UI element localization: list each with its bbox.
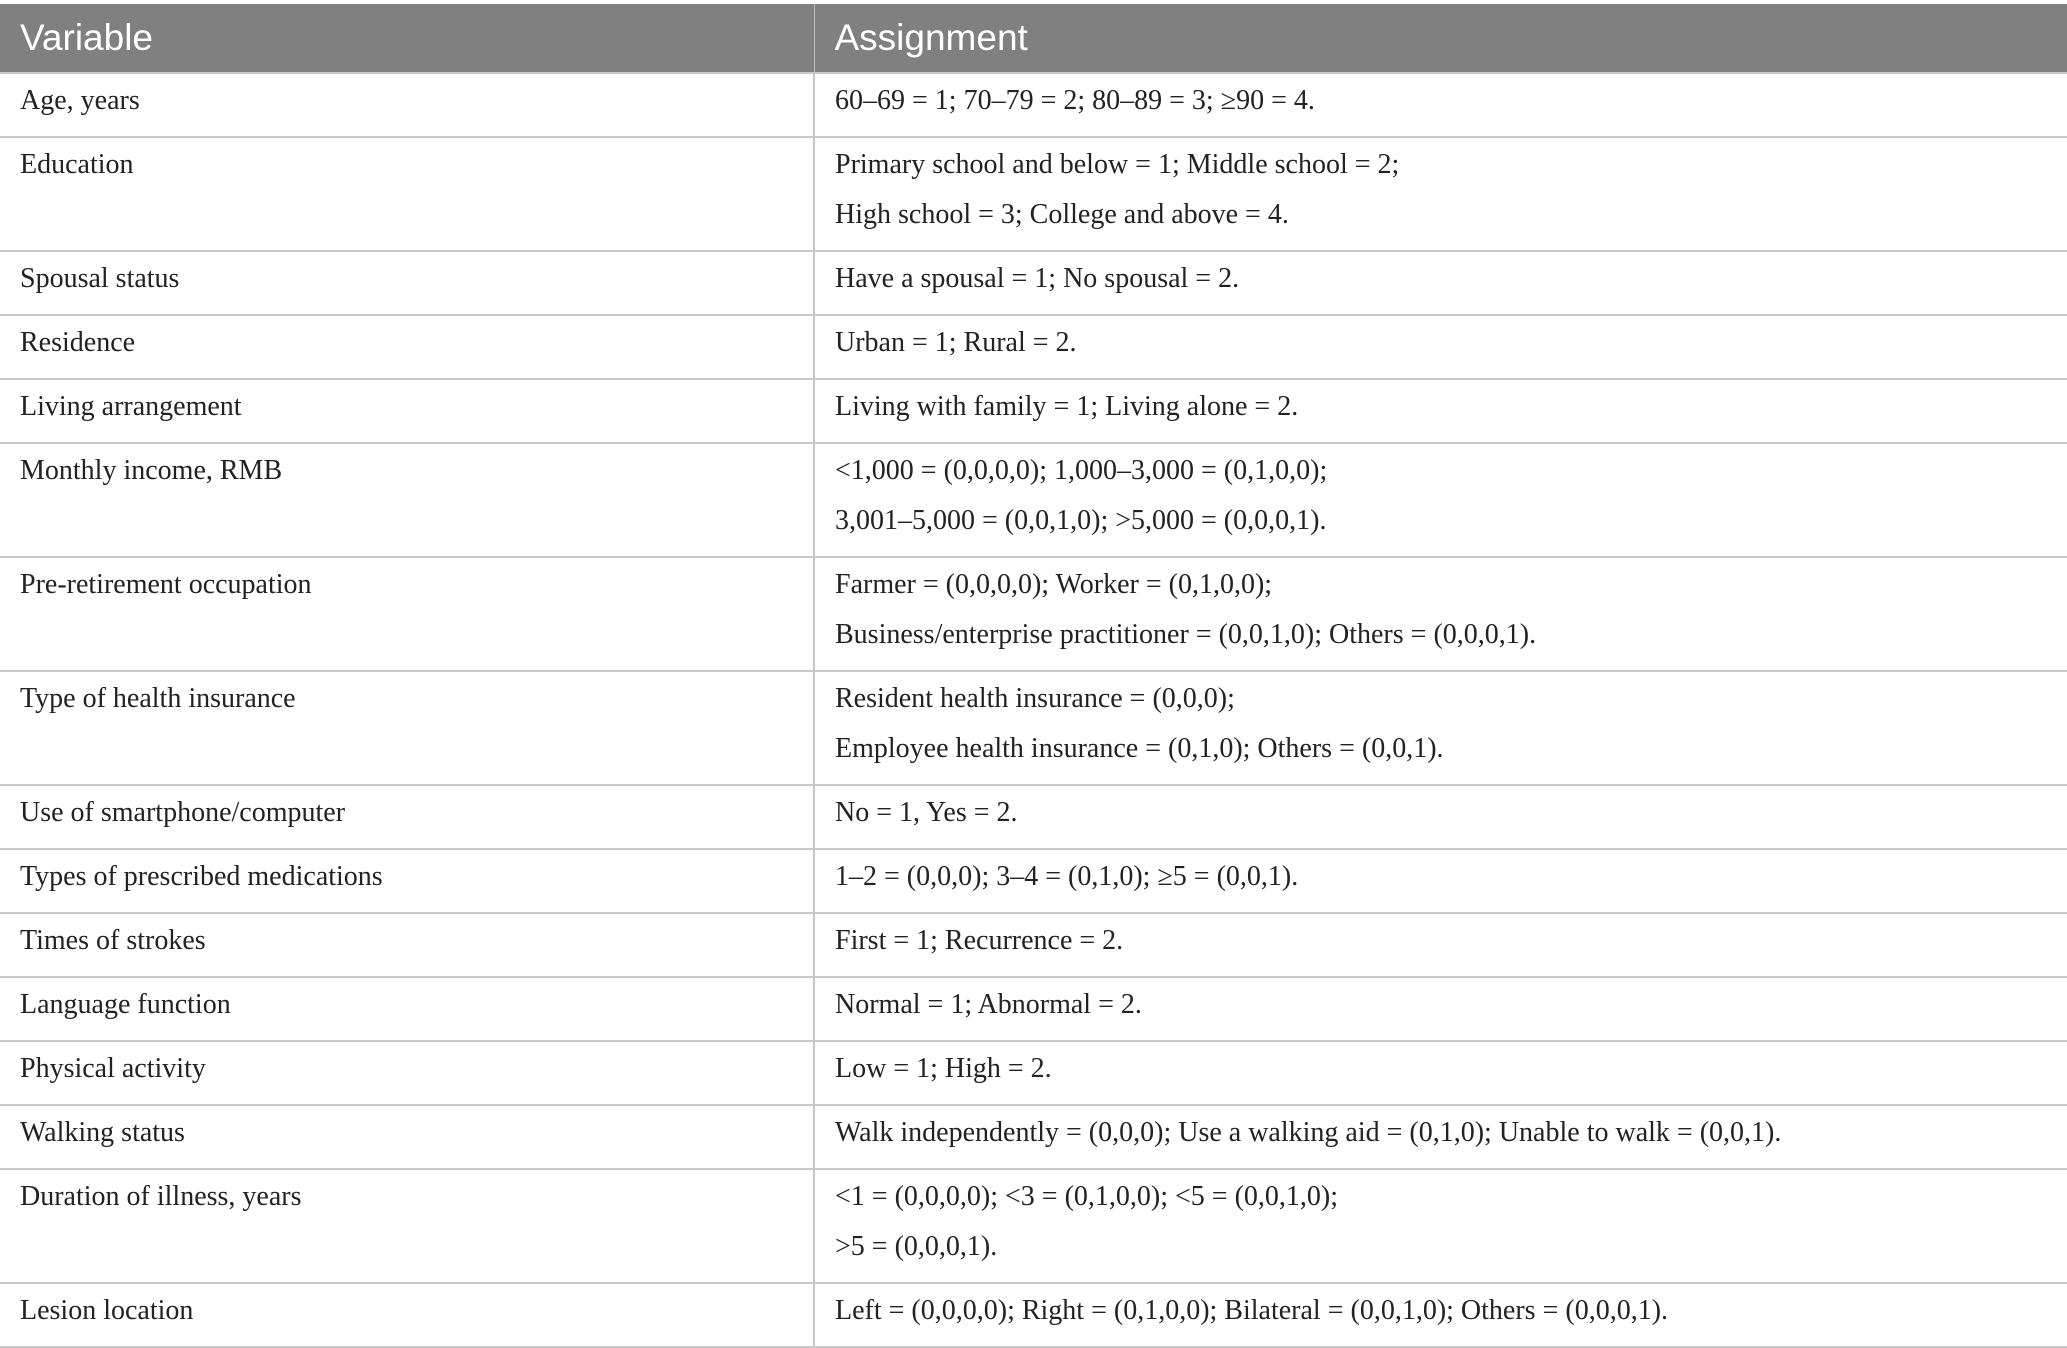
table-row bbox=[0, 913, 2067, 977]
assignment-cell bbox=[814, 785, 2067, 849]
assignment-line: Have a spousal = 1; No spousal = 2. bbox=[835, 263, 1240, 294]
assignment-line: >5 = (0,0,0,1). bbox=[835, 1231, 998, 1262]
variable-cell bbox=[0, 1169, 814, 1283]
assignment-line: Left = (0,0,0,0); Right = (0,1,0,0); Bilateral = (0,0,1,0); Others = (0,0,0,1). bbox=[835, 1295, 1669, 1326]
assignment-cell bbox=[814, 1105, 2067, 1169]
header-assignment: Assignment bbox=[814, 4, 2067, 73]
variable-label: Education bbox=[20, 149, 134, 180]
variable-cell bbox=[0, 785, 814, 849]
variable-label: Language function bbox=[20, 989, 231, 1020]
assignment-line: Urban = 1; Rural = 2. bbox=[835, 327, 1077, 358]
assignment-line: 3,001–5,000 = (0,0,1,0); >5,000 = (0,0,0,1). bbox=[835, 505, 1327, 536]
assignment-line: <1,000 = (0,0,0,0); 1,000–3,000 = (0,1,0,0); bbox=[835, 455, 1328, 486]
variable-assignment-table bbox=[0, 4, 2067, 1348]
data-table-container bbox=[0, 4, 2067, 1348]
variable-label: Physical activity bbox=[20, 1053, 206, 1084]
table-row bbox=[0, 977, 2067, 1041]
variable-label: Living arrangement bbox=[20, 391, 242, 422]
variable-label: Use of smartphone/computer bbox=[20, 797, 346, 828]
assignment-line: High school = 3; College and above = 4. bbox=[835, 199, 1289, 230]
assignment-cell bbox=[814, 913, 2067, 977]
variable-cell bbox=[0, 379, 814, 443]
table-row bbox=[0, 379, 2067, 443]
variable-label: Duration of illness, years bbox=[20, 1181, 302, 1212]
variable-cell bbox=[0, 913, 814, 977]
variable-label: Types of prescribed medications bbox=[20, 861, 383, 892]
assignment-cell bbox=[814, 557, 2067, 671]
table-row bbox=[0, 785, 2067, 849]
variable-cell bbox=[0, 443, 814, 557]
variable-cell bbox=[0, 849, 814, 913]
assignment-cell bbox=[814, 137, 2067, 251]
assignment-line: No = 1, Yes = 2. bbox=[835, 797, 1018, 828]
assignment-cell bbox=[814, 379, 2067, 443]
variable-label: Monthly income, RMB bbox=[20, 455, 283, 486]
variable-label: Residence bbox=[20, 327, 136, 358]
variable-label: Lesion location bbox=[20, 1295, 194, 1326]
assignment-line: Employee health insurance = (0,1,0); Others = (0,0,1). bbox=[835, 733, 1444, 764]
assignment-cell bbox=[814, 1283, 2067, 1347]
variable-label: Age, years bbox=[20, 85, 140, 116]
table-row bbox=[0, 1105, 2067, 1169]
assignment-cell bbox=[814, 849, 2067, 913]
variable-label: Type of health insurance bbox=[20, 683, 296, 714]
assignment-cell bbox=[814, 443, 2067, 557]
assignment-line: First = 1; Recurrence = 2. bbox=[835, 925, 1124, 956]
assignment-line: Business/enterprise practitioner = (0,0,1,0); Others = (0,0,0,1). bbox=[835, 619, 1537, 650]
table-body bbox=[0, 73, 2067, 1347]
assignment-line: Farmer = (0,0,0,0); Worker = (0,1,0,0); bbox=[835, 569, 1273, 600]
assignment-line: 60–69 = 1; 70–79 = 2; 80–89 = 3; ≥90 = 4. bbox=[835, 85, 1315, 116]
variable-cell bbox=[0, 1283, 814, 1347]
variable-label: Times of strokes bbox=[20, 925, 206, 956]
variable-cell bbox=[0, 557, 814, 671]
assignment-cell bbox=[814, 315, 2067, 379]
variable-cell bbox=[0, 1105, 814, 1169]
assignment-cell bbox=[814, 1169, 2067, 1283]
assignment-line: Primary school and below = 1; Middle school = 2; bbox=[835, 149, 1400, 180]
table-row bbox=[0, 849, 2067, 913]
table-row bbox=[0, 671, 2067, 785]
variable-cell bbox=[0, 315, 814, 379]
table-row bbox=[0, 137, 2067, 251]
variable-cell bbox=[0, 251, 814, 315]
assignment-cell bbox=[814, 671, 2067, 785]
table-row bbox=[0, 1041, 2067, 1105]
variable-label: Walking status bbox=[20, 1117, 185, 1148]
table-header-row bbox=[0, 4, 2067, 73]
table-row bbox=[0, 443, 2067, 557]
assignment-line: 1–2 = (0,0,0); 3–4 = (0,1,0); ≥5 = (0,0,1). bbox=[835, 861, 1299, 892]
variable-cell bbox=[0, 1041, 814, 1105]
variable-cell bbox=[0, 977, 814, 1041]
variable-cell bbox=[0, 671, 814, 785]
variable-label: Spousal status bbox=[20, 263, 180, 294]
assignment-cell bbox=[814, 73, 2067, 137]
assignment-line: Walk independently = (0,0,0); Use a walking aid = (0,1,0); Unable to walk = (0,0,1). bbox=[835, 1117, 1782, 1148]
variable-label: Pre-retirement occupation bbox=[20, 569, 312, 600]
assignment-cell bbox=[814, 977, 2067, 1041]
assignment-line: Resident health insurance = (0,0,0); bbox=[835, 683, 1235, 714]
variable-cell bbox=[0, 73, 814, 137]
table-row bbox=[0, 1169, 2067, 1283]
assignment-line: <1 = (0,0,0,0); <3 = (0,1,0,0); <5 = (0,0,1,0); bbox=[835, 1181, 1339, 1212]
table-row bbox=[0, 73, 2067, 137]
assignment-cell bbox=[814, 1041, 2067, 1105]
table-row bbox=[0, 557, 2067, 671]
table-row bbox=[0, 251, 2067, 315]
table-row bbox=[0, 1283, 2067, 1347]
assignment-line: Low = 1; High = 2. bbox=[835, 1053, 1052, 1084]
assignment-line: Living with family = 1; Living alone = 2. bbox=[835, 391, 1299, 422]
header-variable: Variable bbox=[0, 4, 814, 73]
variable-cell bbox=[0, 137, 814, 251]
table-row bbox=[0, 315, 2067, 379]
assignment-line: Normal = 1; Abnormal = 2. bbox=[835, 989, 1142, 1020]
assignment-cell bbox=[814, 251, 2067, 315]
